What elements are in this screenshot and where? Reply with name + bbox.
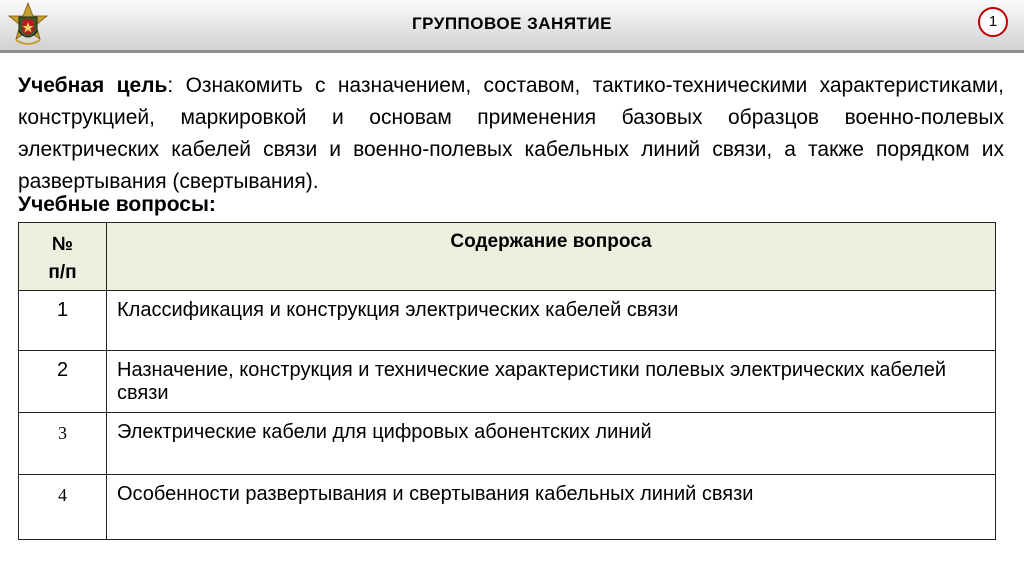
learning-goal [18, 70, 1004, 198]
row-content: Классификация и конструкция электрических кабелей связи [107, 291, 996, 351]
table-row [19, 291, 996, 351]
row-number: 2 [19, 351, 107, 413]
goal-label: Учебная цель [18, 74, 168, 97]
page-title: ГРУППОВОЕ ЗАНЯТИЕ [412, 14, 612, 33]
row-number: 3 [19, 413, 107, 475]
questions-table [18, 222, 996, 540]
table-row [19, 413, 996, 475]
row-content: Назначение, конструкция и технические характеристики полевых электрических кабелей связи [107, 351, 996, 413]
header-divider [0, 50, 1024, 53]
row-number: 4 [19, 475, 107, 540]
page-number-badge: 1 [978, 7, 1008, 37]
table-row [19, 475, 996, 540]
column-header-content: Содержание вопроса [107, 223, 996, 291]
table-header-row [19, 223, 996, 291]
row-number: 1 [19, 291, 107, 351]
goal-text: : Ознакомить с назначением, составом, тактико-техническими характеристиками, конструкцией, маркировкой и основам применения базовых образцов военно-полевых электрических кабелей связи и военно-полевых кабельных линий связи, а также порядком их развертывания (свертывания). [18, 74, 1004, 193]
row-content: Электрические кабели для цифровых абонентских линий [107, 413, 996, 475]
row-content: Особенности развертывания и свертывания кабельных линий связи [107, 475, 996, 540]
column-header-number: № п/п [19, 223, 107, 291]
table-row [19, 351, 996, 413]
questions-title: Учебные вопросы: [18, 193, 216, 216]
